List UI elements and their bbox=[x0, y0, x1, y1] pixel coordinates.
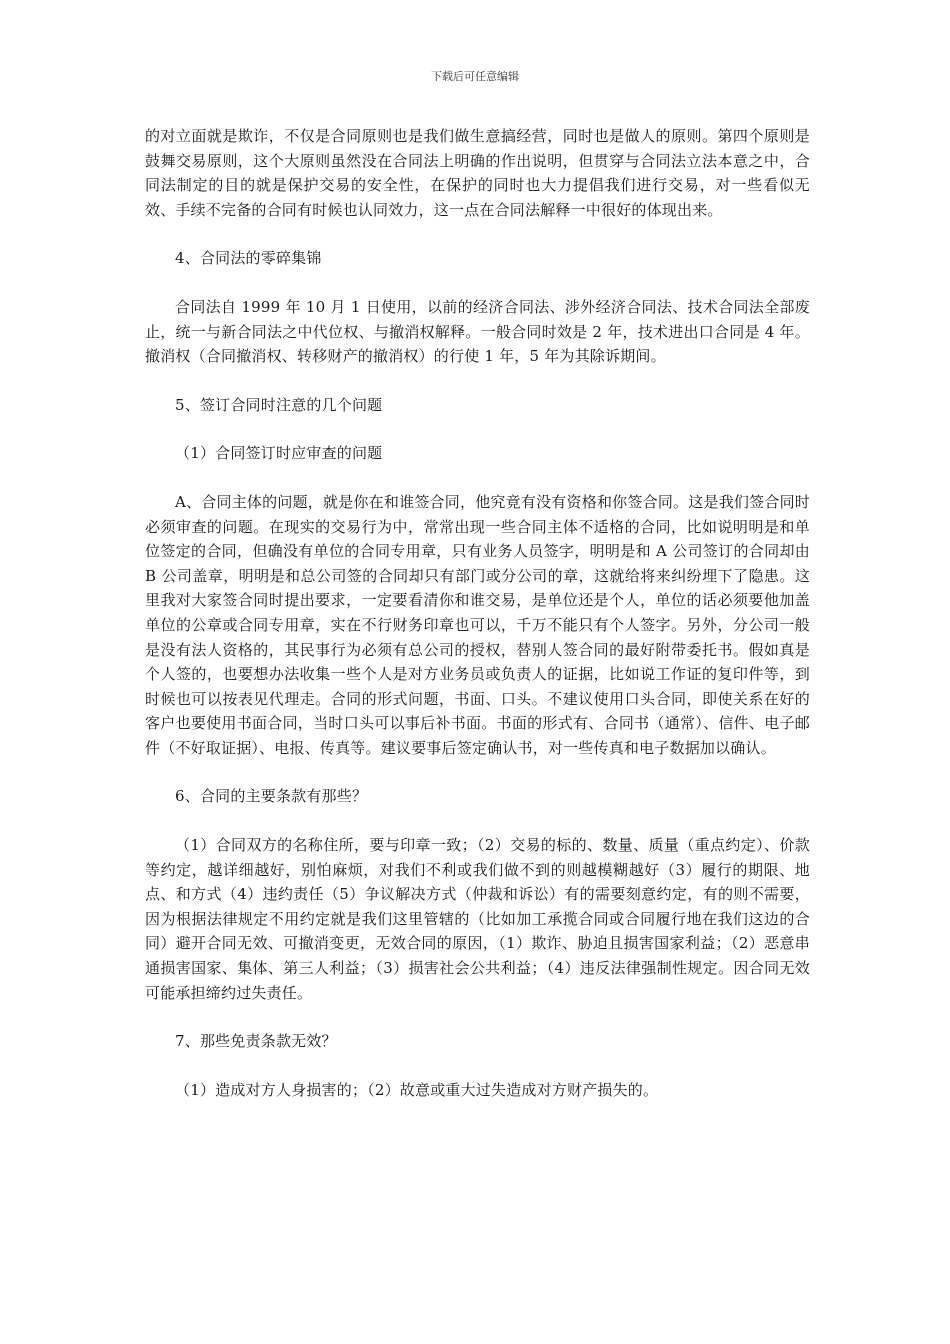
paragraph-contract-subject: A、合同主体的问题，就是你在和谁签合同，他究竟有没有资格和你签合同。这是我们签合同时必须审查的问题。在现实的交易行为中，常常出现一些合同主体不适格的合同，比如说明明是和单位签定的合同，但确没有单位的合同专用章，只有业务人员签字，明明是和 A 公司签订的合同却由 B 公司盖章，明明是和总公司签的合同却只有部门或分公司的章，这就给将来纠纷埋下了隐患。这里我对大家签合同时提出要求，一定要看清你和谁交易，是单位还是个人，单位的话必须要他加盖单位的公章或合同专用章，实在不行财务印章也可以，千万不能只有个人签字。另外，分公司一般是没有法人资格的，其民事行为必须有总公司的授权，替别人签合同的最好附带委托书。假如真是个人签的，也要想办法收集一些个人是对方业务员或负责人的证据，比如说工作证的复印件等，到时候也可以按表见代理走。合同的形式问题，书面、口头。不建议使用口头合同，即使关系在好的客户也要使用书面合同，当时口头可以事后补书面。书面的形式有、合同书（通常）、信件、电子邮件（不好取证据）、电报、传真等。建议要事后签定确认书，对一些传真和电子数据加以确认。 bbox=[145, 492, 810, 757]
section-heading-4: 4、合同法的零碎集锦 bbox=[175, 249, 322, 268]
section-heading-6: 6、合同的主要条款有那些？ bbox=[175, 787, 368, 806]
paragraph-principles: 的对立面就是欺诈，不仅是合同原则也是我们做生意搞经营，同时也是做人的原则。第四个原则是鼓舞交易原则，这个大原则虽然没在合同法上明确的作出说明，但贯穿与合同法立法本意之中，合同法制定的目的就是保护交易的安全性，在保护的同时也大力提倡我们进行交易，对一些看似无效、手续不完备的合同有时候也认同效力，这一点在合同法解释一中很好的体现出来。 bbox=[145, 127, 810, 219]
paragraph-contract-law-misc: 合同法自 1999 年 10 月 1 日使用，以前的经济合同法、涉外经济合同法、技术合同法全部废止，统一与新合同法之中代位权、与撤消权解释。一般合同时效是 2 年，技术进出口合同是 4 年。撤消权（合同撤消权、转移财产的撤消权）的行使 1 年，5 年为其除诉期间。 bbox=[145, 297, 810, 366]
page-header: 下载后可任意编辑 bbox=[431, 70, 519, 83]
document-body bbox=[145, 124, 810, 1102]
section-heading-5: 5、签订合同时注意的几个问题 bbox=[175, 395, 383, 414]
subsection-heading-5-1: （1）合同签订时应审查的问题 bbox=[175, 444, 383, 463]
paragraph-void-exemptions: （1）造成对方人身损害的；（2）故意或重大过失造成对方财产损失的。 bbox=[175, 1080, 659, 1099]
section-heading-7: 7、那些免责条款无效？ bbox=[175, 1032, 337, 1051]
paragraph-main-clauses: （1）合同双方的名称住所，要与印章一致；（2）交易的标的、数量、质量（重点约定）、价款等约定，越详细越好，别怕麻烦，对我们不利或我们做不到的则越模糊越好（3）履行的期限、地点、和方式（4）违约责任（5）争议解决方式（仲裁和诉讼）有的需要刻意约定，有的则不需要，因为根据法律规定不用约定就是我们这里管辖的（比如加工承揽合同或合同履行地在我们这边的合同）避开合同无效、可撤消变更，无效合同的原因，（1）欺诈、胁迫且损害国家利益；（2）恶意串通损害国家、集体、第三人利益；（3）损害社会公共利益；（4）违反法律强制性规定。因合同无效可能承担缔约过失责任。 bbox=[145, 836, 810, 1002]
